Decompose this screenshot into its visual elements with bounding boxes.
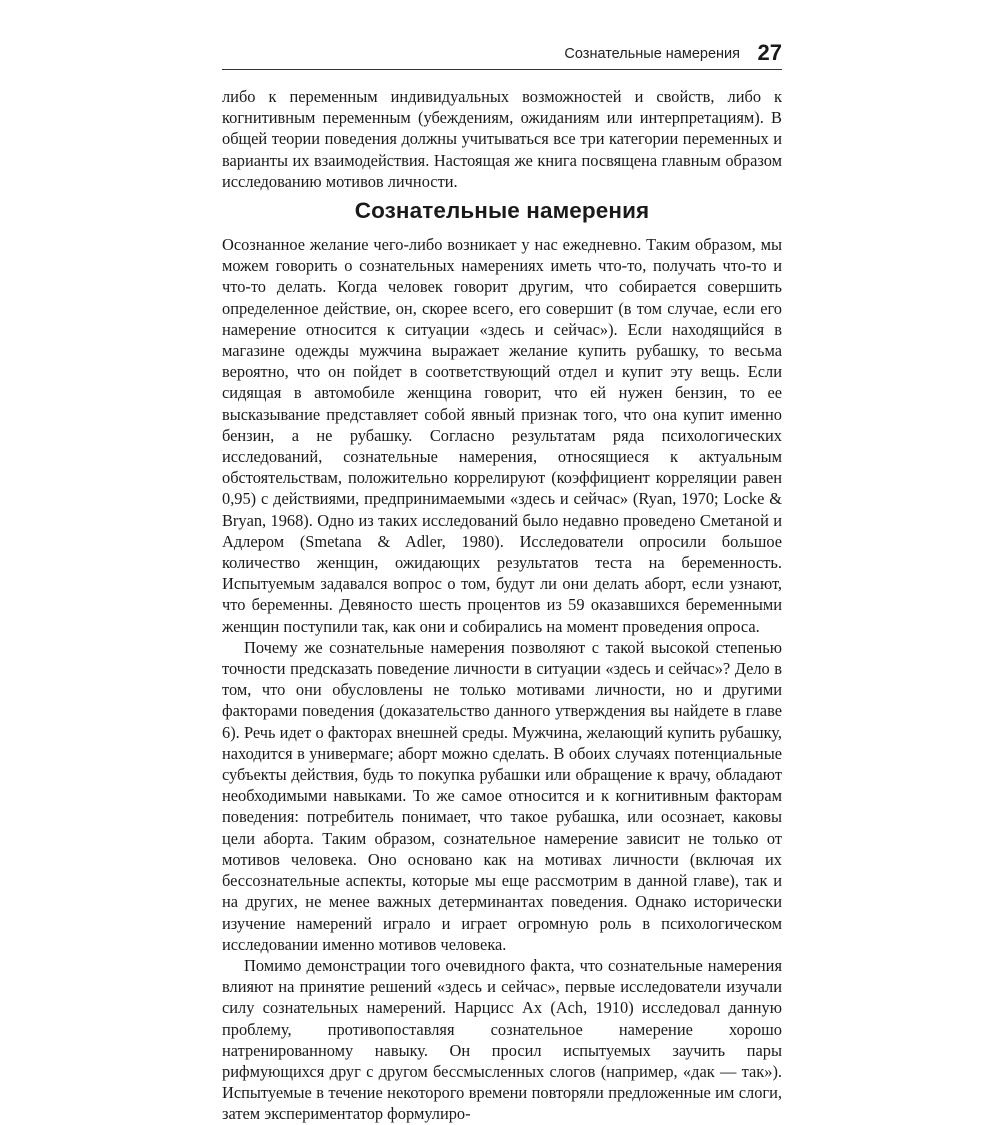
paragraph-3: Помимо демонстрации того очевидного факта, что сознательные намерения влияют на принятие решений «здесь и сейчас», первые исследователи изучали силу сознательных намерений. Нарцисс Ах (Ach, 1910) исследовал данную проблему, противопоставляя сознательное намерение хорошо натренированному навыку. Он просил испытуемых заучить пары рифмующихся друг с другом бессмысленных слогов (например, «дак — так»). Испытуемые в течение некоторого времени повторяли предложенные им слоги, затем экспериментатор формулиро- — [222, 955, 782, 1124]
running-head — [222, 40, 782, 72]
page-number: 27 — [752, 40, 782, 66]
paragraph-1: Осознанное желание чего-либо возникает у нас ежедневно. Таким образом, мы можем говорить о сознательных намерениях иметь что-то, получать что-то и что-то делать. Когда человек говорит другим, что собирается совершить определенное действие, он, скорее всего, его совершит (в том случае, если его намерение относится к ситуации «здесь и сейчас»). Если находящийся в магазине одежды мужчина выражает желание купить рубашку, то весьма вероятно, что он пойдет в соответствующий отдел и купит эту вещь. Если сидящая в автомобиле женщина говорит, что ей нужен бензин, то ее высказывание представляет собой явный признак того, что она купит именно бензин, а не рубашку. Согласно результатам ряда психологических исследований, сознательные намерения, относящиеся к актуальным обстоятельствам, положительно коррелируют (коэффициент корреляции равен 0,95) с действиями, предпринимаемыми «здесь и сейчас» (Ryan, 1970; Locke & Bryan, 1968). Одно из таких исследований было недавно проведено Сметаной и Адлером (Smetana & Adler, 1980). Исследователи опросили большое количество женщин, ожидающих результатов теста на беременность. Испытуемым задавался вопрос о том, будут ли они делать аборт, если узнают, что беременны. Девяносто шесть процентов из 59 оказавшихся беременными женщин поступили так, как они и собирались на момент проведения опроса. — [222, 235, 782, 636]
running-head-title: Сознательные намерения — [556, 46, 740, 62]
intro-text — [222, 86, 782, 192]
section-heading: Сознательные намерения — [354, 198, 650, 223]
header-rule — [222, 69, 782, 70]
section-body — [222, 234, 782, 1125]
intro-paragraph: либо к переменным индивидуальных возможностей и свойств, либо к когнитивным переменным (убеждениям, ожиданиям или интерпретациям). В общей теории поведения должны учитываться все три категории переменных и варианты их взаимодействия. Настоящая же книга посвящена главным образом исследованию мотивов личности. — [222, 87, 782, 191]
paragraph-2: Почему же сознательные намерения позволяют с такой высокой степенью точности предсказать поведение личности в ситуации «здесь и сейчас»? Дело в том, что они обусловлены не только мотивами личности, но и другими факторами поведения (доказательство данного утверждения вы найдете в главе 6). Речь идет о факторах внешней среды. Мужчина, желающий купить рубашку, находится в универмаге; аборт можно сделать. В обоих случаях потенциальные субъекты действия, будь то покупка рубашки или обращение к врачу, обладают необходимыми навыками. То же самое относится и к когнитивным факторам поведения: потребитель понимает, что такое рубашка, или осознает, каковы цели аборта. Таким образом, сознательное намерение зависит не только от мотивов человека. Оно основано как на мотивах личности (включая их бессознательные аспекты, которые мы еще рассмотрим в данной главе), так и на других, не менее важных детерминантах поведения. Однако исторически изучение намерений играло и играет огромную роль в психологическом исследовании именно мотивов человека. — [222, 637, 782, 954]
